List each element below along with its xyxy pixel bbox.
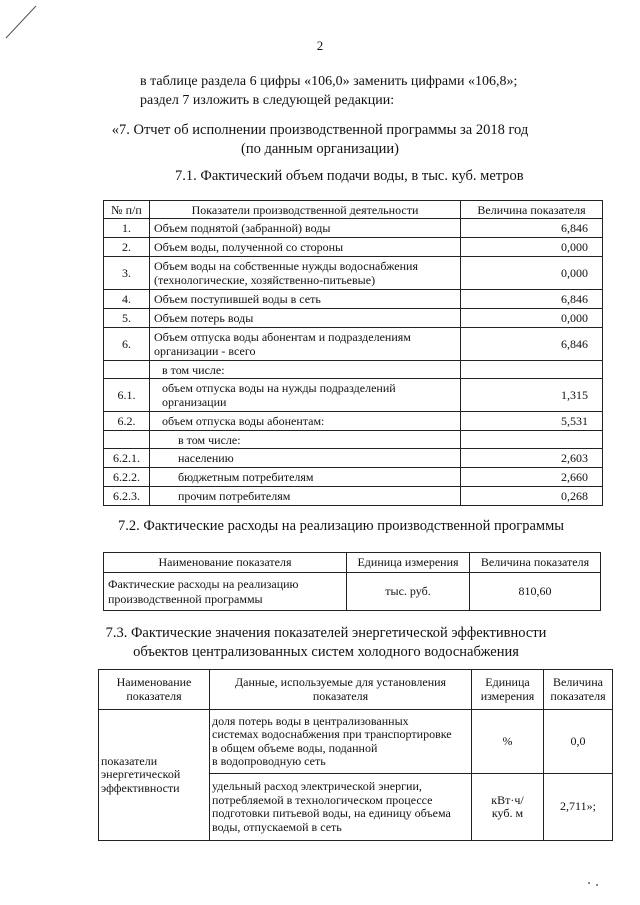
row-name-line-1: Объем отпуска воды абонентам и подразделениям [154, 330, 411, 344]
scan-speck [596, 884, 598, 886]
header-unit-line-2: измерения [480, 688, 535, 703]
row-value: 2,603 [461, 449, 603, 468]
header-unit-line-1: Единица [485, 675, 530, 689]
row-name-line-2: организации [162, 395, 227, 409]
table-row [99, 710, 613, 774]
header-name-line-2: показателя [126, 688, 182, 703]
row-name-line-1: Объем воды на собственные нужды водоснабжения [154, 259, 418, 273]
header-name-line-1: Наименование [116, 675, 192, 689]
row-unit-line-1: кВт·ч/ [491, 792, 524, 807]
row-data [210, 774, 472, 841]
row-data [210, 710, 472, 774]
row-name: Объем поднятой (забранной) воды [150, 219, 461, 238]
row-value: 0,000 [461, 309, 603, 328]
row-name-line-1: Фактические расходы на реализацию [108, 576, 299, 591]
header-unit [472, 670, 544, 710]
row-num: 6.2. [104, 412, 150, 431]
table-row [104, 449, 603, 468]
table-row [104, 238, 603, 257]
group-label-line-3: эффективности [101, 780, 180, 795]
row-unit-line-2: куб. м [491, 806, 524, 820]
row-num: 2. [104, 238, 150, 257]
expenses-table [103, 552, 601, 611]
table-row [104, 468, 603, 487]
row-value: 6,846 [461, 290, 603, 309]
row-num: 3. [104, 257, 150, 290]
header-num: № п/п [104, 201, 150, 219]
row-data-line-1: доля потерь воды в централизованных [212, 713, 409, 728]
table-row [104, 361, 603, 379]
row-name-line-1: объем отпуска воды на нужды подразделений [162, 381, 396, 395]
row-value: 2,660 [461, 468, 603, 487]
row-num: 6.2.1. [104, 449, 150, 468]
group-label-line-1: показатели [101, 753, 158, 768]
table-row [104, 257, 603, 290]
row-data-line-4: воды, отпускаемой в сеть [212, 819, 342, 834]
row-name: в том числе: [150, 361, 461, 379]
page-number: 2 [316, 38, 324, 53]
section-7-3-title-line-2: объектов централизованных систем холодного водоснабжения [133, 644, 519, 660]
row-value: 0,0 [544, 710, 613, 774]
row-name-line-2: (технологические, хозяйственно-питьевые) [154, 273, 376, 287]
table-row [104, 431, 603, 449]
table-header-row [104, 201, 603, 219]
row-name: в том числе: [150, 431, 461, 449]
row-data-line-4: в водопроводную сеть [212, 754, 326, 768]
table-row [104, 573, 601, 611]
table-row [104, 412, 603, 431]
row-name: населению [150, 449, 461, 468]
table-row [104, 290, 603, 309]
section-7-title-line-2: (по данным организации) [240, 141, 399, 157]
table-row [104, 309, 603, 328]
table-row [104, 379, 603, 412]
row-value: 2,711»; [544, 774, 613, 841]
row-value [461, 361, 603, 379]
section-7-1-title: 7.1. Фактический объем подачи воды, в тыс. куб. метров [175, 168, 524, 184]
row-num: 6.2.3. [104, 487, 150, 506]
row-num [104, 361, 150, 379]
row-name-line-2: организации - всего [154, 344, 256, 358]
section-7-3-title-line-1: 7.3. Фактические значения показателей энергетической эффективности [105, 625, 547, 641]
intro-text [140, 72, 517, 110]
row-name [150, 379, 461, 412]
row-data-line-3: в общем объеме воды, поданной [212, 740, 378, 755]
table-row [104, 219, 603, 238]
row-name: прочим потребителям [150, 487, 461, 506]
row-name [104, 573, 347, 611]
row-num: 6.1. [104, 379, 150, 412]
row-name: Объем воды, полученной со стороны [150, 238, 461, 257]
row-value: 0,000 [461, 257, 603, 290]
row-value [461, 431, 603, 449]
header-value [544, 670, 613, 710]
row-num: 1. [104, 219, 150, 238]
header-indicator: Показатели производственной деятельности [150, 201, 461, 219]
table-row [104, 487, 603, 506]
row-unit [472, 774, 544, 841]
row-value: 0,000 [461, 238, 603, 257]
row-value: 6,846 [461, 219, 603, 238]
scan-speck [588, 882, 590, 884]
table-header-row [99, 670, 613, 710]
section-7-title [0, 121, 640, 159]
row-num: 4. [104, 290, 150, 309]
row-name: Объем потерь воды [150, 309, 461, 328]
row-num: 5. [104, 309, 150, 328]
row-value: 5,531 [461, 412, 603, 431]
row-name-line-2: производственной программы [108, 591, 263, 606]
header-data-line-2: показателя [312, 688, 369, 703]
energy-efficiency-table [98, 669, 613, 841]
row-value: 810,60 [470, 573, 601, 611]
row-num [104, 431, 150, 449]
row-value: 6,846 [461, 328, 603, 361]
row-num: 6.2.2. [104, 468, 150, 487]
row-data-line-2: системах водоснабжения при транспортировке [212, 727, 452, 741]
row-num: 6. [104, 328, 150, 361]
corner-scan-mark [4, 4, 38, 40]
section-7-3-title [6, 624, 640, 662]
row-unit-line-1: % [502, 733, 513, 748]
table-header-row [104, 553, 601, 573]
row-unit [472, 710, 544, 774]
row-unit: тыс. руб. [347, 573, 470, 611]
header-value-line-2: показателя [550, 688, 606, 703]
header-value-line-1: Величина [553, 675, 603, 689]
header-data-line-1: Данные, используемые для установления [234, 675, 447, 689]
section-7-2-title: 7.2. Фактические расходы на реализацию производственной программы [118, 518, 565, 534]
row-name: Объем поступившей воды в сеть [150, 290, 461, 309]
row-data-line-1: удельный расход электрической энергии, [212, 779, 422, 793]
intro-line-1: в таблице раздела 6 цифры «106,0» заменить цифрами «106,8»; [140, 74, 518, 89]
row-name: бюджетным потребителям [150, 468, 461, 487]
row-name [150, 328, 461, 361]
row-value: 1,315 [461, 379, 603, 412]
row-name: объем отпуска воды абонентам: [150, 412, 461, 431]
intro-line-2: раздел 7 изложить в следующей редакции: [140, 93, 395, 108]
header-data [210, 670, 472, 710]
row-value: 0,268 [461, 487, 603, 506]
header-name: Наименование показателя [104, 553, 347, 573]
row-name [150, 257, 461, 290]
row-data-line-2: потребляемой в технологическом процессе [212, 792, 433, 807]
section-7-title-line-1: «7. Отчет об исполнении производственной программы за 2018 год [111, 122, 529, 138]
header-unit: Единица измерения [347, 553, 470, 573]
water-supply-table [103, 200, 603, 506]
header-value: Величина показателя [461, 201, 603, 219]
row-data-line-3: подготовки питьевой воды, на единицу объема [212, 806, 451, 820]
group-label [99, 710, 210, 841]
group-label-line-2: энергетической [101, 767, 181, 782]
header-value: Величина показателя [470, 553, 601, 573]
table-row [104, 328, 603, 361]
header-name [99, 670, 210, 710]
